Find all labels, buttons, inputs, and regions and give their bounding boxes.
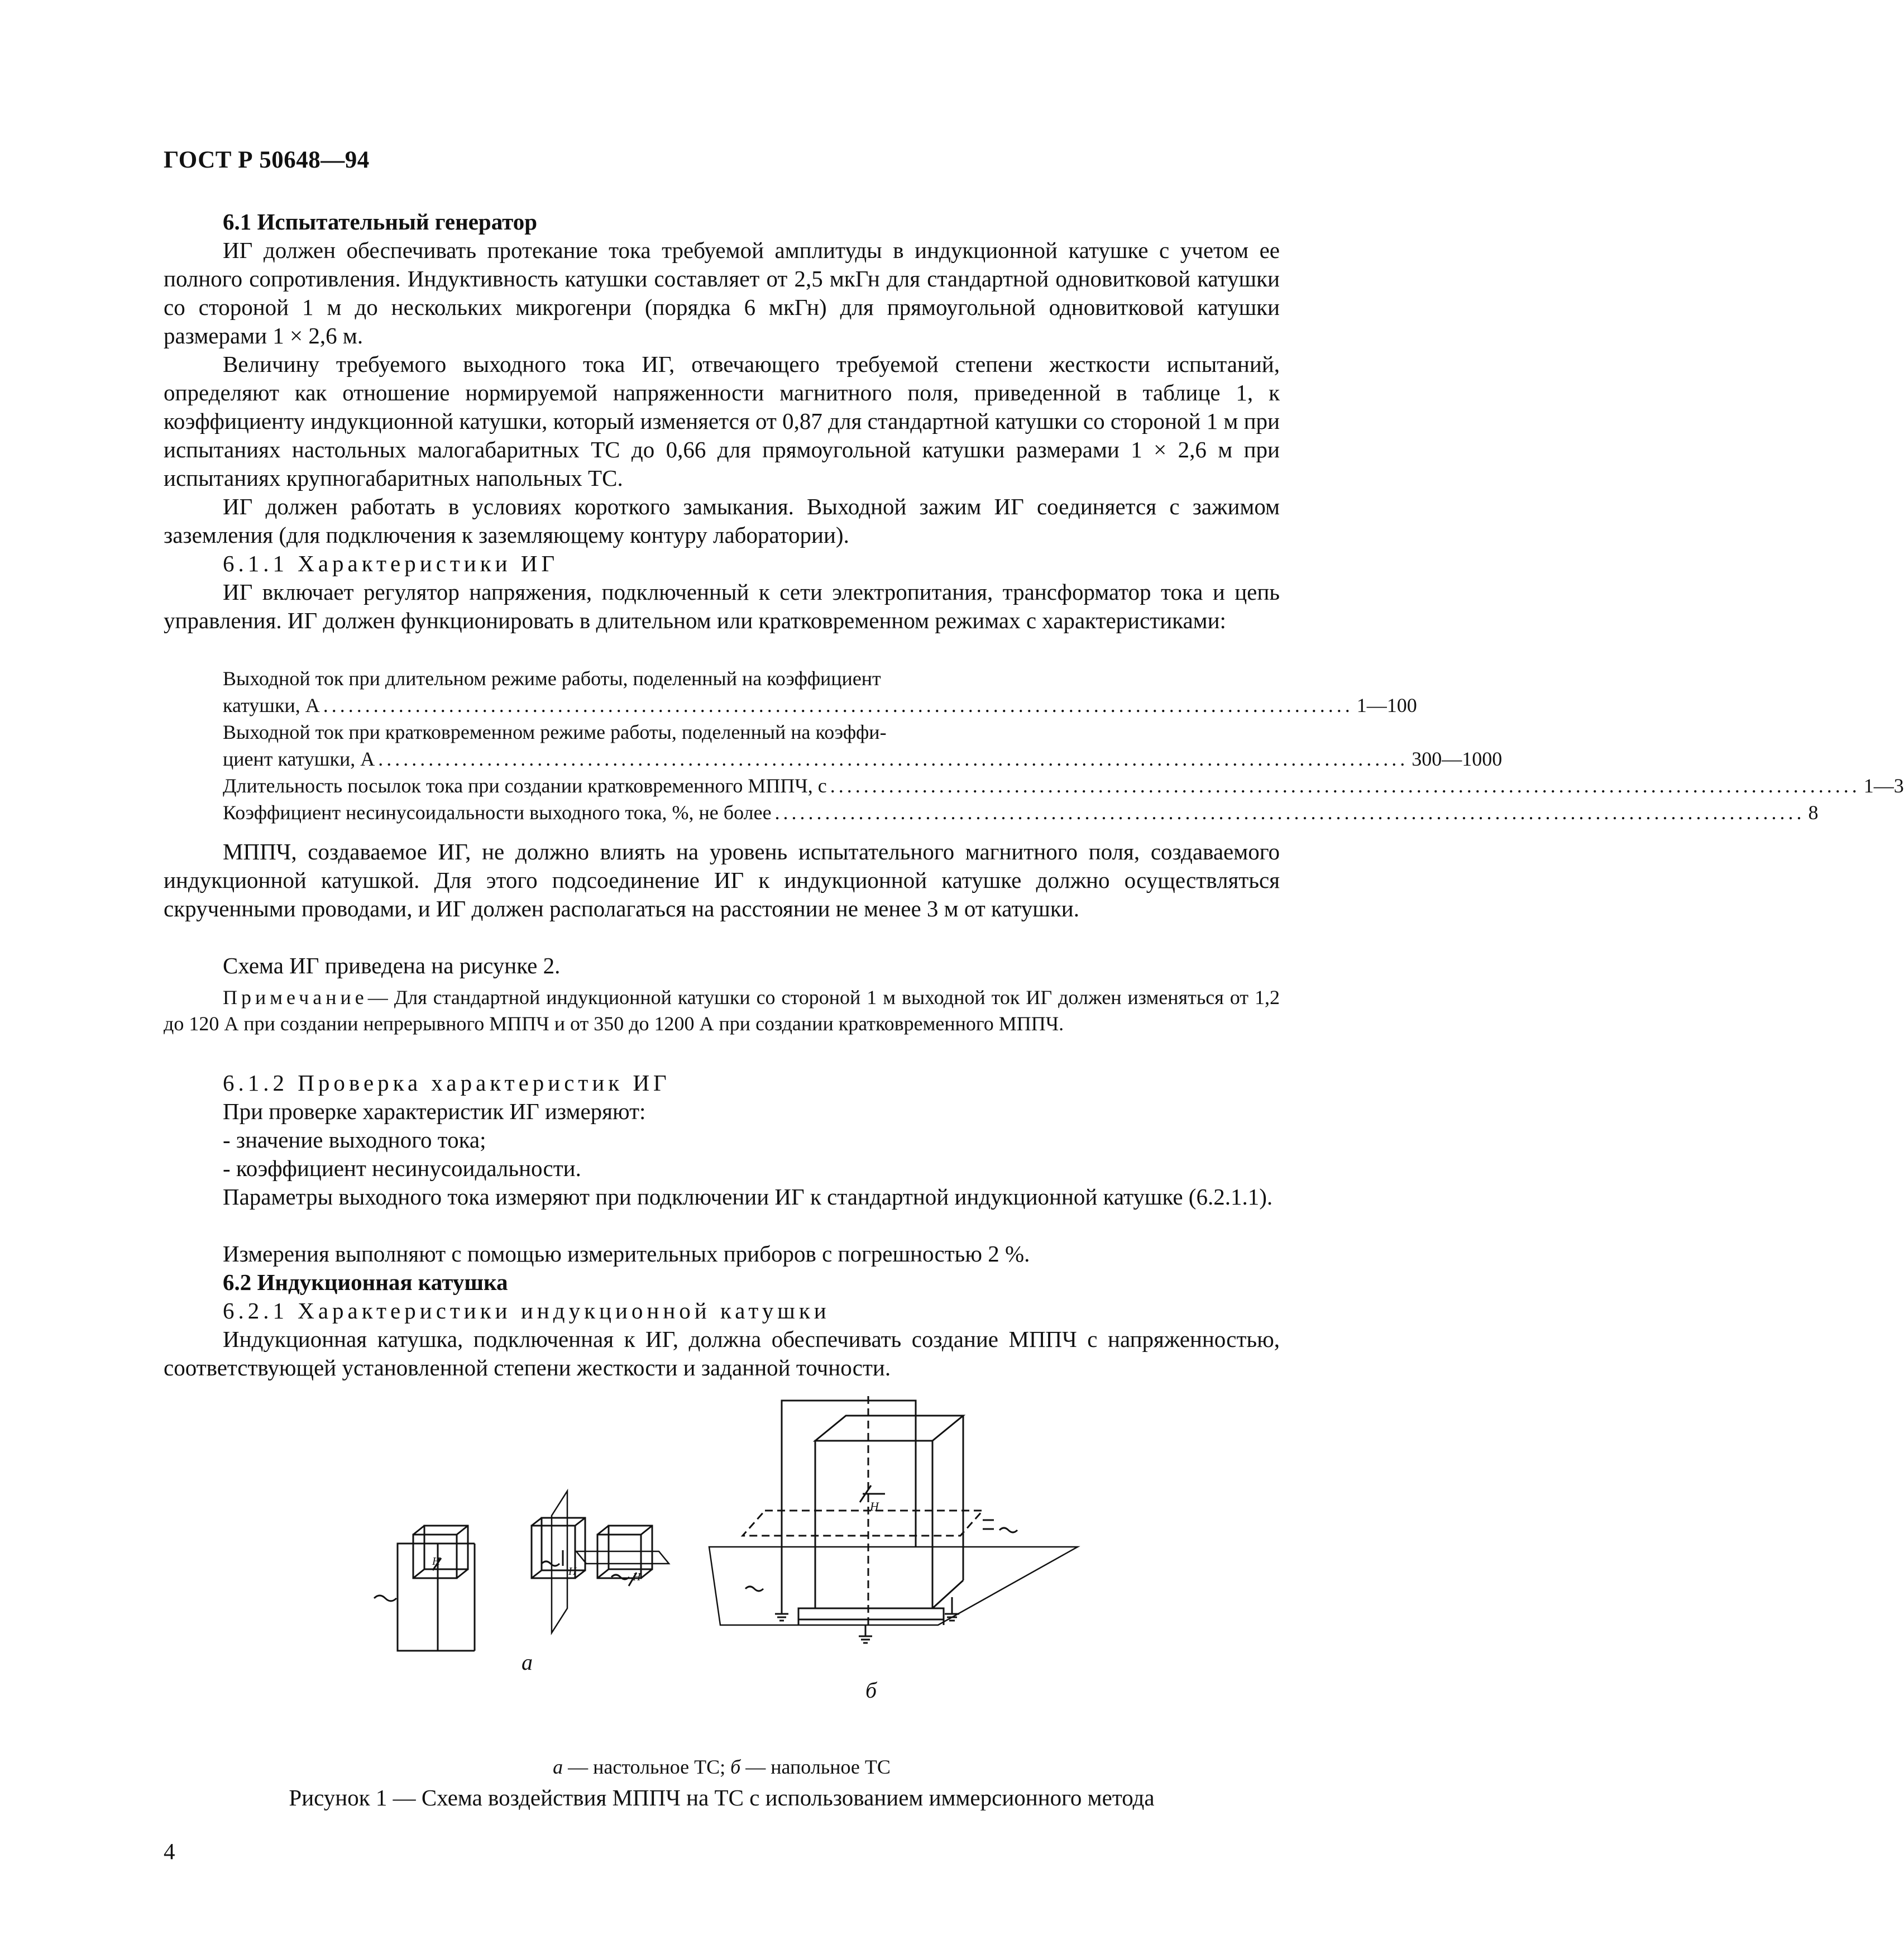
section-6-2-1-title: 6.2.1 Характеристики индукционной катушки — [223, 1298, 830, 1323]
spec-item-line1: Выходной ток при кратковременном режиме работы, поделенный на коэффи- — [223, 721, 887, 743]
section-6-1-2-title: 6.1.2 Проверка характеристик ИГ — [223, 1070, 671, 1096]
paragraph-10: Индукционная катушка, подключенная к ИГ, должна обеспечивать создание МППЧ с напряженностью, соответствующей установленной степени жесткости и заданной точности. — [164, 1326, 1280, 1380]
section-6-1-title: 6.1 Испытательный генератор — [223, 209, 538, 235]
figure-legend: а — настольное ТС; б — напольное ТС — [553, 1756, 891, 1778]
figure-1-diagram — [357, 1396, 1078, 1753]
section-6-1-1-title: 6.1.1 Характеристики ИГ — [223, 551, 559, 576]
section-6-2-title: 6.2 Индукционная катушка — [223, 1269, 508, 1295]
figure-b-floor-equipment — [709, 1396, 1078, 1643]
figure-a-cube-2 — [532, 1491, 585, 1633]
note-text: — Для стандартной индукционной катушки со стороной 1 м выходной ток ИГ должен изменяться от 1,2 до 120 А при создании непрерывного МППЧ и от 350 до 1200 А при создании кратковременного МППЧ. — [164, 986, 1280, 1035]
figure-a-cube-1 — [374, 1526, 475, 1651]
note — [164, 985, 1280, 1037]
note-label: Примечание — [223, 986, 368, 1009]
paragraph-3: ИГ должен работать в условиях короткого замыкания. Выходной зажим ИГ соединяется с зажимом заземления (для подключения к заземляющему контуру лаборатории). — [164, 494, 1280, 548]
paragraph-4: ИГ включает регулятор напряжения, подключенный к сети электропитания, трансформатор тока и цепь управления. ИГ должен функционировать в длительном или кратковременном режимах с характеристиками: — [164, 579, 1280, 633]
spec-item: Коэффициент несинусоидальности выходного тока, %, не более ........................................................................................................................... 8 — [223, 801, 1819, 824]
figure-h-label: Н — [568, 1565, 577, 1578]
spec-list — [223, 665, 1904, 826]
spec-item: Длительность посылок тока при создании кратковременного МППЧ, с ........................................................................................................................... 1—3 — [223, 775, 1904, 797]
spec-item: циент катушки, А ........................................................................................................................... 300—1000 — [223, 748, 1503, 770]
list-item-2: - коэффициент несинусоидальности. — [223, 1155, 581, 1181]
page-number: 4 — [164, 1838, 175, 1864]
paragraph-7: При проверке характеристик ИГ измеряют: — [223, 1098, 646, 1124]
figure-h-label: Н — [633, 1571, 641, 1583]
figure-h-label: Н — [432, 1555, 441, 1568]
paragraph-6: Схема ИГ приведена на рисунке 2. — [223, 953, 561, 978]
spec-item-line1: Выходной ток при длительном режиме работы, поделенный на коэффициент — [223, 667, 881, 690]
figure-label-b: б — [865, 1678, 877, 1703]
paragraph-2: Величину требуемого выходного тока ИГ, отвечающего требуемой степени жесткости испытаний, определяют как отношение нормируемой напряженности магнитного поля, приведенной в таблице 1, к коэффициенту индукционной катушки, который изменяется от 0,87 для стандартной катушки со стороной 1 м при испытаниях настольных малогабаритных ТС до 0,66 для прямоугольной катушки размерами 1 × 2,6 м при испытаниях крупногабаритных напольных ТС. — [164, 351, 1280, 491]
figure-label-a: а — [522, 1650, 533, 1675]
document-header: ГОСТ Р 50648—94 — [164, 147, 370, 173]
list-item-1: - значение выходного тока; — [223, 1127, 486, 1153]
paragraph-5: МППЧ, создаваемое ИГ, не должно влиять на уровень испытательного магнитного поля, создаваемого индукционной катушкой. Для этого подсоединение ИГ к индукционной катушке должно осуществляться скрученными проводами, и ИГ должен располагаться на расстоянии не менее 3 м от катушки. — [164, 839, 1280, 921]
paragraph-1: ИГ должен обеспечивать протекание тока требуемой амплитуды в индукционной катушке с учетом ее полного сопротивления. Индуктивность катушки составляет от 2,5 мкГн для стандартной одновитковой катушки со стороной 1 м до нескольких микрогенри (порядка 6 мкГн) для прямоугольной одновитковой катушки размерами 1 × 2,6 м. — [164, 237, 1280, 348]
spec-item: катушки, А ........................................................................................................................... 1—100 — [223, 694, 1417, 716]
paragraph-8: Параметры выходного тока измеряют при подключении ИГ к стандартной индукционной катушке (6.2.1.1). — [223, 1184, 1273, 1210]
figure-caption: Рисунок 1 — Схема воздействия МППЧ на ТС с использованием иммерсионного метода — [289, 1785, 1155, 1810]
figure-h-label: Н — [870, 1499, 879, 1513]
figure-a-cube-3 — [576, 1526, 669, 1586]
paragraph-9: Измерения выполняют с помощью измерительных приборов с погрешностью 2 %. — [223, 1241, 1030, 1267]
